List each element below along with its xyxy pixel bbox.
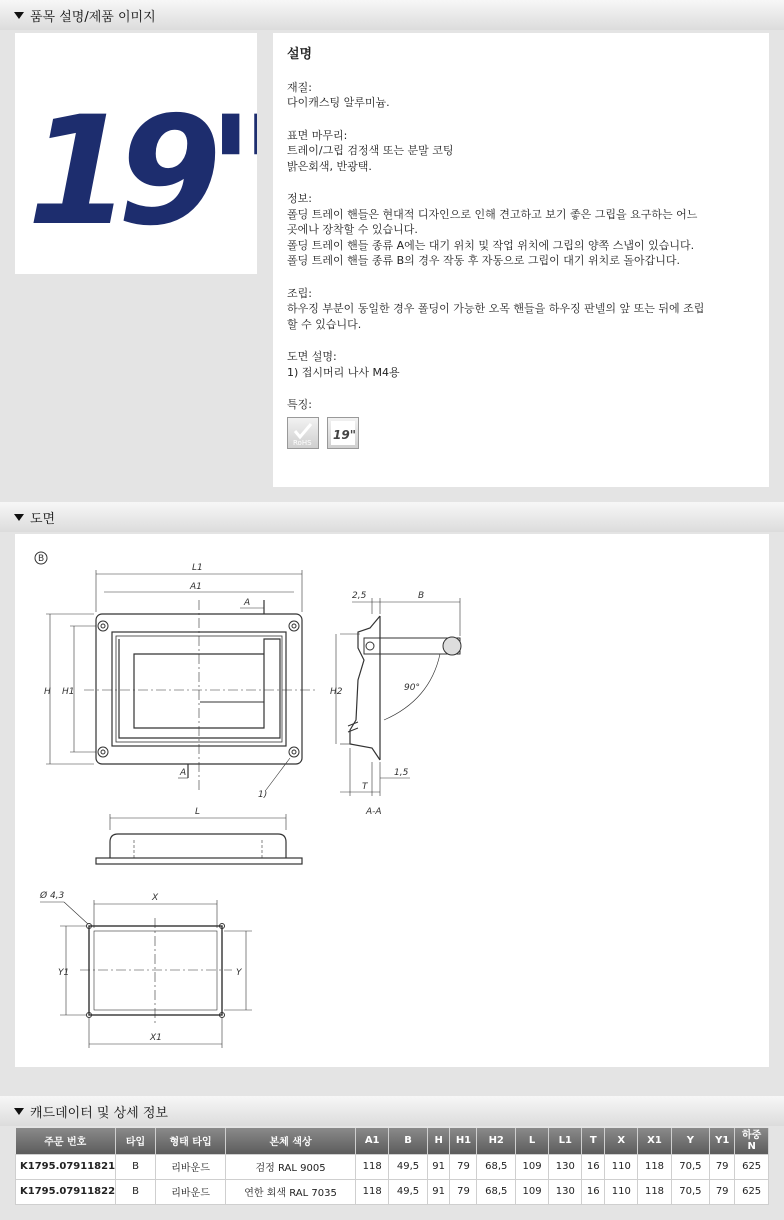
19-inch-logo-icon <box>15 33 257 274</box>
col-y1[interactable]: Y1 <box>710 1128 735 1154</box>
col-order-number[interactable]: 주문 번호 <box>16 1128 116 1154</box>
svg-text:X1: X1 <box>150 1033 162 1043</box>
top-view-grip <box>110 834 286 858</box>
svg-text:2,5: 2,5 <box>352 591 367 601</box>
table-cell: 130 <box>549 1154 582 1179</box>
order-number-cell[interactable]: K1795.07911822 <box>16 1179 116 1204</box>
col-h2[interactable]: H2 <box>477 1128 515 1154</box>
table-cell: 118 <box>356 1154 389 1179</box>
table-cell: 16 <box>582 1179 605 1204</box>
col-load[interactable] <box>735 1128 769 1154</box>
table-row[interactable] <box>16 1179 769 1204</box>
technical-drawing <box>15 534 769 1067</box>
table-cell: B <box>116 1179 156 1204</box>
svg-text:A1: A1 <box>190 582 202 592</box>
col-l1[interactable]: L1 <box>549 1128 582 1154</box>
section-title: 품목 설명/제품 이미지 <box>30 9 156 25</box>
section-title: 캐드데이터 및 상세 정보 <box>30 1105 168 1121</box>
col-x1[interactable]: X1 <box>638 1128 671 1154</box>
table-cell: 91 <box>427 1154 450 1179</box>
info-line: 폴딩 트레이 핸들 종류 B의 경우 작동 후 자동으로 그립이 대기 위치로 돌아갑니다. <box>287 254 681 267</box>
table-cell: 79 <box>450 1154 477 1179</box>
table-cell: 연한 회색 RAL 7035 <box>226 1179 356 1204</box>
col-y[interactable]: Y <box>671 1128 709 1154</box>
cutout-outline <box>89 926 222 1015</box>
col-l[interactable]: L <box>515 1128 548 1154</box>
svg-text:19": 19" <box>332 427 356 442</box>
svg-text:RoHS: RoHS <box>293 438 312 447</box>
features-label: 특징: <box>287 398 312 411</box>
top-view-flange <box>96 858 302 864</box>
table-cell: 70,5 <box>671 1154 709 1179</box>
table-cell: 79 <box>710 1179 735 1204</box>
handle-grip-outline <box>119 639 280 738</box>
col-x[interactable]: X <box>605 1128 638 1154</box>
table-row[interactable] <box>16 1154 769 1179</box>
collapse-triangle-icon <box>14 1108 24 1115</box>
drawing-note-value: 1) 접시머리 나사 M4용 <box>287 365 400 379</box>
svg-text:1,5: 1,5 <box>394 768 409 778</box>
info-label: 정보: <box>287 192 312 205</box>
svg-text:A-A: A-A <box>366 807 382 817</box>
section-header-cad[interactable] <box>0 1096 784 1126</box>
table-cell: 118 <box>356 1179 389 1204</box>
svg-text:H: H <box>44 687 51 697</box>
svg-text:L1: L1 <box>192 563 203 573</box>
col-t[interactable]: T <box>582 1128 605 1154</box>
svg-text:B: B <box>418 591 425 601</box>
table-cell: 625 <box>735 1179 769 1204</box>
svg-text:1): 1) <box>258 790 268 800</box>
col-load-unit: N <box>747 1140 756 1152</box>
collapse-triangle-icon <box>14 514 24 521</box>
col-body-color[interactable]: 본체 색상 <box>226 1128 356 1154</box>
table-cell: 16 <box>582 1154 605 1179</box>
table-cell: 109 <box>515 1179 548 1204</box>
finish-label: 표면 마무리: <box>287 128 348 142</box>
19-inch-icon[interactable] <box>327 417 359 449</box>
col-a1[interactable]: A1 <box>356 1128 389 1154</box>
finish-line: 트레이/그립 검정색 또는 분말 코팅 <box>287 144 454 157</box>
assembly-label: 조립: <box>287 286 312 300</box>
table-cell: 109 <box>515 1154 548 1179</box>
col-load-label: 하중 <box>741 1129 762 1141</box>
table-cell: 110 <box>605 1179 638 1204</box>
feature-icons <box>287 417 755 449</box>
info-line: 폴딩 트레이 핸들 종류 A에는 대기 위치 및 작업 위치에 그립의 양쪽 스냅이 있습니다. <box>287 238 695 252</box>
finish-line: 밝은회색, 반광택. <box>287 159 372 173</box>
table-cell: 625 <box>735 1154 769 1179</box>
table-cell: 79 <box>450 1179 477 1204</box>
table-cell: 리바운드 <box>156 1154 226 1179</box>
svg-text:X: X <box>152 893 159 903</box>
table-cell: 49,5 <box>389 1179 427 1204</box>
info-line: 곳에나 장착할 수 있습니다. <box>287 223 418 236</box>
material-value: 다이캐스팅 알루미늄. <box>287 96 390 109</box>
table-cell: B <box>116 1154 156 1179</box>
rohs-icon[interactable] <box>287 417 319 449</box>
description-title: 설명 <box>287 47 313 62</box>
svg-text:19": 19" <box>27 85 257 259</box>
svg-text:Ø 4,3: Ø 4,3 <box>40 891 65 901</box>
table-cell: 49,5 <box>389 1154 427 1179</box>
info-line: 폴딩 트레이 핸들은 현대적 디자인으로 인해 견고하고 보기 좋은 그립을 요구하는 어느 <box>287 207 698 221</box>
table-cell: 70,5 <box>671 1179 709 1204</box>
col-b[interactable]: B <box>389 1128 427 1154</box>
table-header-row <box>16 1128 769 1154</box>
svg-text:A: A <box>180 768 187 778</box>
product-image <box>15 33 257 274</box>
table-cell: 79 <box>710 1154 735 1179</box>
spec-table <box>15 1128 769 1205</box>
svg-text:Y: Y <box>236 968 242 978</box>
svg-text:H2: H2 <box>330 687 343 697</box>
assembly-line: 할 수 있습니다. <box>287 317 362 331</box>
col-h1[interactable]: H1 <box>450 1128 477 1154</box>
col-h[interactable]: H <box>427 1128 450 1154</box>
col-type[interactable]: 타입 <box>116 1128 156 1154</box>
svg-text:Y1: Y1 <box>58 968 70 978</box>
description-panel <box>273 33 769 487</box>
order-number-cell[interactable]: K1795.07911821 <box>16 1154 116 1179</box>
collapse-triangle-icon <box>14 12 24 19</box>
svg-text:L: L <box>195 807 201 817</box>
section-header-description[interactable] <box>0 0 784 30</box>
material-label: 재질: <box>287 80 312 94</box>
col-form-type[interactable]: 형태 타입 <box>156 1128 226 1154</box>
svg-text:90°: 90° <box>404 683 420 693</box>
table-cell: 68,5 <box>477 1179 515 1204</box>
svg-text:T: T <box>362 782 368 792</box>
table-cell: 68,5 <box>477 1154 515 1179</box>
table-cell: 118 <box>638 1179 671 1204</box>
svg-text:A: A <box>244 598 251 608</box>
table-cell: 검정 RAL 9005 <box>226 1154 356 1179</box>
section-header-drawing[interactable] <box>0 502 784 532</box>
svg-text:B: B <box>38 554 45 564</box>
table-cell: 110 <box>605 1154 638 1179</box>
svg-text:H1: H1 <box>62 687 75 697</box>
table-cell: 리바운드 <box>156 1179 226 1204</box>
table-cell: 118 <box>638 1154 671 1179</box>
table-cell: 130 <box>549 1179 582 1204</box>
drawing-note-label: 도면 설명: <box>287 350 337 363</box>
assembly-line: 하우징 부분이 동일한 경우 폴딩이 가능한 오목 핸들을 하우징 판넬의 앞 또는 뒤에 조립 <box>287 302 705 315</box>
section-title: 도면 <box>30 511 56 527</box>
table-cell: 91 <box>427 1179 450 1204</box>
